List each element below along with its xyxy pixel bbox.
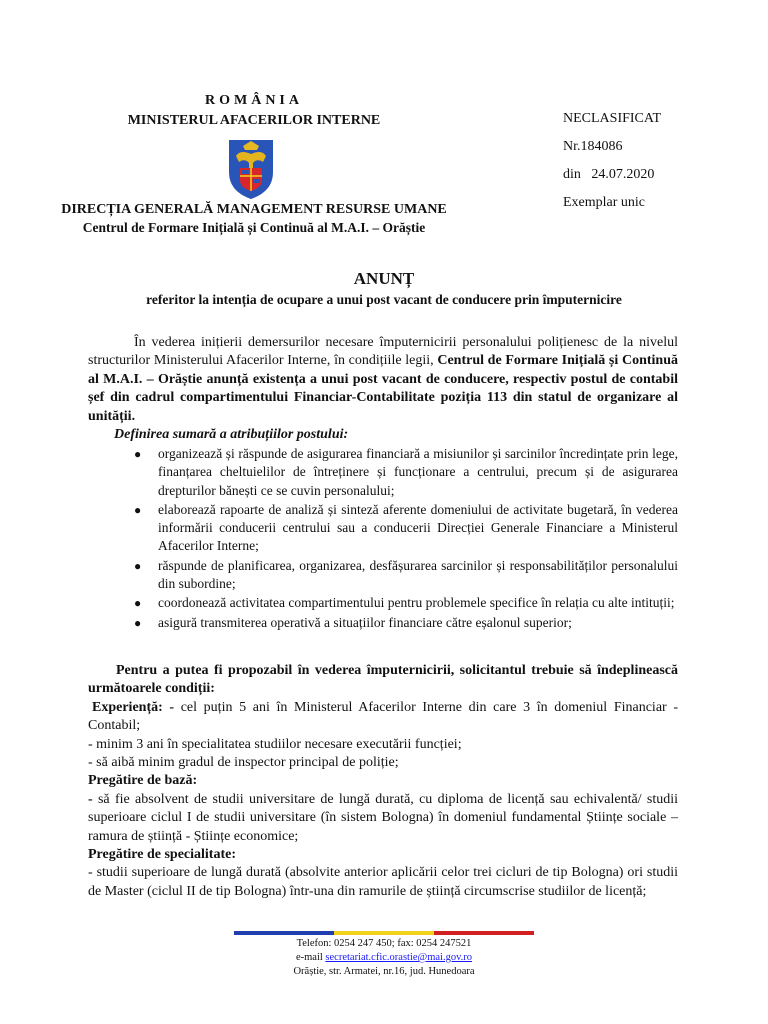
center-name: Centrul de Formare Inițială și Continuă al M.A.I. – Orăștie (82, 220, 426, 235)
intro-bold-text: Centrul de Formare Inițială și Continuă al M.A.I. – Orăștie anunță existența a unui post vacant de conducere, respectiv postul de contabil șef din cadrul compartimentului Financiar-Contabilitate poziția 113 din statul de organizare al unității. (88, 353, 678, 424)
document-title: ANUNȚ (353, 269, 415, 288)
flag-yellow-stripe (334, 931, 434, 935)
conditions-section (88, 662, 678, 901)
basic-training-text: să fie absolvent de studii universitare de lungă durată, cu diploma de licență sau echivalentă/ studii superioare ciclul I de studii universitare (în sistem Bologna) în domeniul fundamental Științe sociale – ramura de știință - Științe economice; (88, 791, 678, 844)
document-number: Nr.184086 (563, 139, 623, 154)
classification-label: NECLASIFICAT (563, 111, 662, 126)
intro-text: În vederea inițierii demersurilor necesare împuternicirii personalului polițienesc de la nivelul structurilor Ministerului Afacerilor Interne, în condițiile legii, (88, 335, 678, 369)
document-date: din 24.07.2020 (563, 167, 655, 182)
experience-text-1: cel puțin 5 ani în Ministerul Afacerilor Interne din care 3 în domeniul Financiar - Contabil; (88, 699, 678, 734)
list-item: ● coordonează activitatea compartimentului pentru problemele specifice în relația cu alte intituții; (132, 594, 678, 612)
romanian-coat-of-arms-icon (226, 138, 276, 200)
bullet-icon: ● (134, 447, 142, 461)
basic-training-label: Pregătire de bază: (88, 773, 198, 789)
list-item: ● organizează și răspunde de asigurarea financiară a misiunilor și sarcinilor încredințate prin lege, finanțarea cheltuielilor de întreținere și funcționare a centrului, precum și de asigurarea drepturilor bănești ce se cuvin personalului; (134, 446, 678, 498)
directorate-name: DIRECȚIA GENERALĂ MANAGEMENT RESURSE UMANE (61, 202, 447, 217)
list-item: ● elaborează rapoarte de analiză și sinteză aferente domeniului de activitate bugetară, în vederea informării conducerii centrului sau a conducerii Direcției Generale Financiare a Ministerul Afacerilor Interne; (134, 501, 678, 554)
country-name: ROMÂNIA (205, 93, 303, 108)
flag-red-stripe (434, 931, 534, 935)
list-item: ● asigură transmiterea operativă a situațiilor financiare către eșalonul superior; (132, 614, 678, 632)
experience-text-3: - să aibă minim gradul de inspector principal de poliție; (88, 755, 399, 771)
footer-address: Orăștie, str. Armatei, nr.16, jud. Hunedoara (293, 966, 475, 977)
intro-paragraph (88, 334, 678, 426)
bullet-icon: ● (134, 502, 142, 517)
list-item: ● răspunde de planificarea, organizarea, desfășurarea sarcinilor și responsabilităților personalului din subordine; (134, 557, 678, 592)
duties-list (132, 445, 678, 633)
bullet-icon: ● (134, 615, 142, 630)
experience-text-2: - minim 3 ani în specialitatea studiilor necesare executării funcției; (88, 736, 462, 752)
ministry-name: MINISTERUL AFACERILOR INTERNE (127, 113, 381, 128)
experience-label: Experiență: - (92, 699, 175, 715)
document-subtitle: referitor la intenția de ocupare a unui post vacant de conducere prin împuternicire (146, 292, 622, 307)
footer-email-label: e-mail (295, 952, 326, 963)
flag-blue-stripe (234, 931, 334, 935)
footer-phone: Telefon: 0254 247 450; fax: 0254 247521 (296, 938, 472, 949)
flag-color-bar (234, 931, 534, 935)
specialty-label: Pregătire de specialitate: (88, 847, 236, 863)
specialty-text: - studii superioare de lungă durată (absolvite anterior aplicării celor trei cicluri de tip Bologna) ori studii de Master (ciclul II de tip Bologna) într-una din ramurile de știință circumscrise studiilor de licență; (88, 865, 678, 899)
footer-email-link[interactable]: secretariat.cfic.orastie@mai.gov.ro (325, 952, 473, 963)
bullet-icon: ● (134, 596, 142, 611)
copy-label: Exemplar unic (563, 195, 646, 210)
footer-email-line (0, 951, 768, 965)
basic-training-dash: - (88, 791, 93, 807)
conditions-intro: Pentru a putea fi propozabil în vederea împuternicirii, solicitantul trebuie să îndeplinească următoarele condiții: (88, 663, 678, 697)
duties-heading: Definirea sumară a atribuțiilor postului: (114, 427, 349, 442)
bullet-icon: ● (134, 558, 142, 573)
